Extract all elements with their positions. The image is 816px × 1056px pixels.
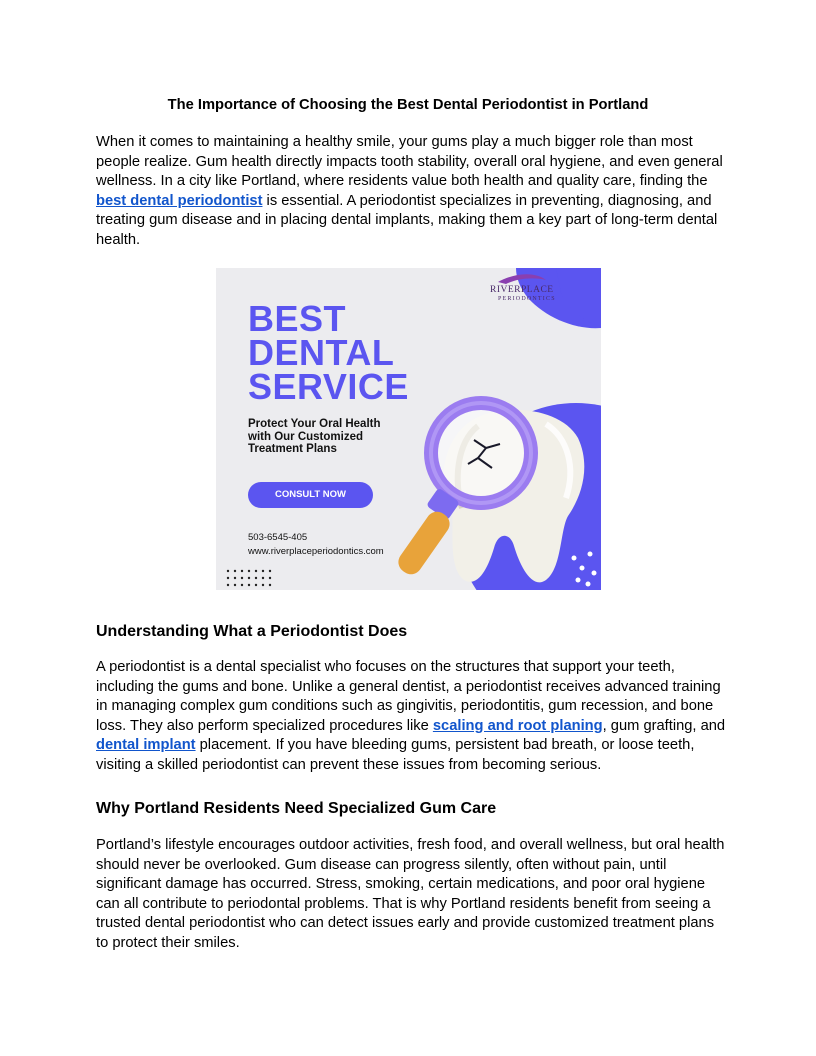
document-title: The Importance of Choosing the Best Dental Periodontist in Portland <box>167 97 649 113</box>
promo-logo-name: RIVERPLACE <box>490 285 554 295</box>
section-paragraph-periodontist <box>96 658 726 776</box>
section1-text-mid: , gum grafting, and <box>602 717 726 734</box>
section-heading-portland: Why Portland Residents Need Specialized Gum Care <box>96 800 497 817</box>
promo-phone: 503-6545-405 <box>248 532 308 543</box>
intro-text-cont: is essential. A periodontist specializes in preventing, diagnosing, and treating gum disease and in placing dental implants, making them a key part of long-term dental health. <box>96 192 718 248</box>
promo-contact <box>248 531 384 559</box>
promo-subtitle-line-1: Protect Your Oral Health <box>248 418 381 430</box>
intro-paragraph <box>96 133 726 251</box>
section1-text-end: placement. If you have bleeding gums, persistent bad breath, or loose teeth, visiting a skilled periodontist can prevent these issues from becoming serious. <box>96 737 695 773</box>
promo-headline-line-2: DENTAL <box>248 332 395 373</box>
dot-grid-icon <box>227 570 271 586</box>
best-dental-periodontist-link[interactable]: best dental periodontist <box>96 192 263 209</box>
scaling-root-planing-link[interactable]: scaling and root planing <box>432 717 603 734</box>
intro-text: When it comes to maintaining a healthy smile, your gums play a much bigger role than most people realize. Gum health directly impacts tooth stability, overall oral hygiene, and even general wellness. In a city like Portland, where residents value both health and quality care, finding the <box>96 134 723 190</box>
section-paragraph-portland: Portland’s lifestyle encourages outdoor activities, fresh food, and overall wellness, but oral health should never be overlooked. Gum disease can progress silently, often without pain, until significant damage has occurred. Stress, smoking, certain medications, and poor oral hygiene can all contribute to periodontal problems. That is why Portland residents benefit from seeing a trusted dental periodontist who can detect issues early and provide customized treatment plans to protect their smiles. <box>96 837 725 951</box>
promo-subtitle-line-2: with Our Customized <box>248 430 363 443</box>
promo-headline-line-3: SERVICE <box>248 366 409 407</box>
section1-text: A periodontist is a dental specialist who focuses on the structures that support your teeth, including the gums and bone. Unlike a general dentist, a periodontist receives advanced training in managing complex gum conditions such as gingivitis, periodontitis, gum recession, and bone loss. They also perform specialized procedures like <box>96 659 721 734</box>
promo-subtitle <box>248 418 418 456</box>
dental-implant-link[interactable]: dental implant <box>96 737 196 754</box>
promo-logo-tagline: PERIODONTICS <box>498 296 556 302</box>
promo-subtitle-line-3: Treatment Plans <box>248 443 337 455</box>
promo-headline-line-1: BEST <box>248 298 347 339</box>
promo-website: www.riverplaceperiodontics.com <box>248 546 384 557</box>
promo-image <box>216 268 601 590</box>
section-heading-periodontist: Understanding What a Periodontist Does <box>96 623 408 640</box>
consult-now-button[interactable]: CONSULT NOW <box>248 482 373 508</box>
